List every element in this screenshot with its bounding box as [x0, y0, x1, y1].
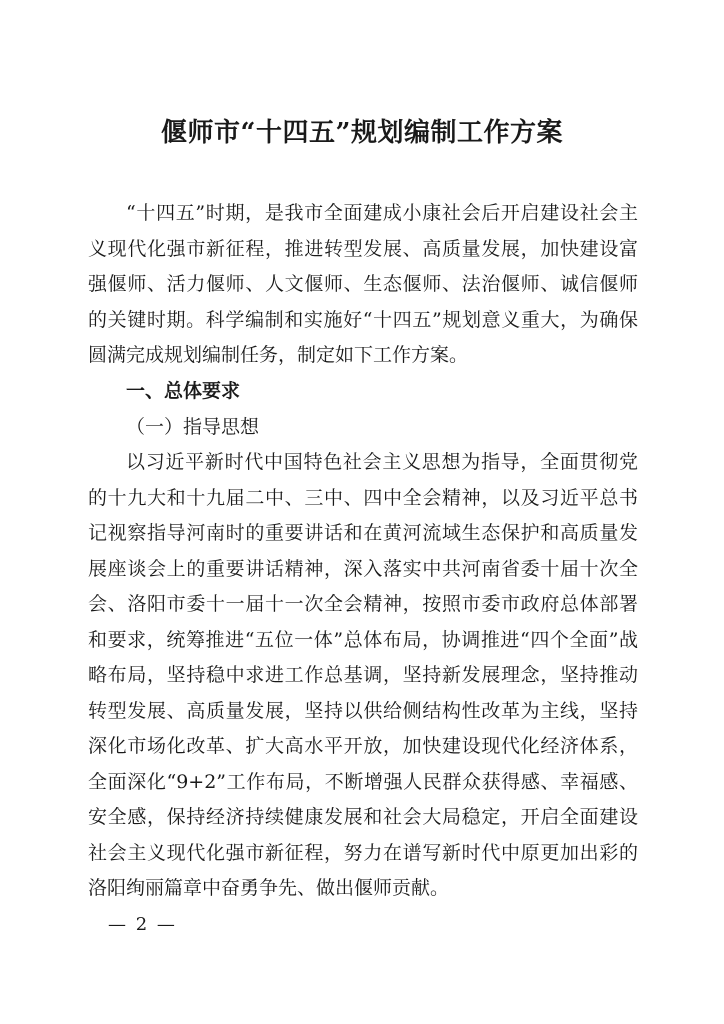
document-title: 偃师市“十四五”规划编制工作方案	[161, 118, 563, 148]
intro-paragraph: “十四五”时期，是我市全面建成小康社会后开启建设社会主义现代化强市新征程，推进转型发展、高质量发展，加快建设富强偃师、活力偃师、人文偃师、生态偃师、法治偃师、诚信偃师的关键时期。科学编制和实施好“十四五”规划意义重大，为确保圆满完成规划编制任务，制定如下工作方案。	[88, 202, 638, 366]
guiding-paragraph: 以习近平新时代中国特色社会主义思想为指导，全面贯彻党的十九大和十九届二中、三中、四中全会精神，以及习近平总书记视察指导河南时的重要讲话和在黄河流域生态保护和高质量发展座谈会上的重要讲话精神，深入落实中共河南省委十届十次全会、洛阳市委十一届十一次全会精神，按照市委市政府总体部署和要求，统筹推进“五位一体”总体布局，协调推进“四个全面”战略布局，坚持稳中求进工作总基调，坚持新发展理念，坚持推动转型发展、高质量发展，坚持以供给侧结构性改革为主线，坚持深化市场化改革、扩大高水平开放，加快建设现代化经济体系，全面深化“9+2”工作布局，不断增强人民群众获得感、幸福感、安全感，保持经济持续健康发展和社会大局稳定，开启全面建设社会主义现代化强市新征程，努力在谱写新时代中原更加出彩的洛阳绚丽篇章中奋勇争先、做出偃师贡献。	[88, 451, 638, 899]
page-number: — 2 —	[108, 914, 177, 935]
section-heading: 一、总体要求	[126, 380, 241, 402]
subsection-heading: （一）指导思想	[126, 416, 260, 438]
